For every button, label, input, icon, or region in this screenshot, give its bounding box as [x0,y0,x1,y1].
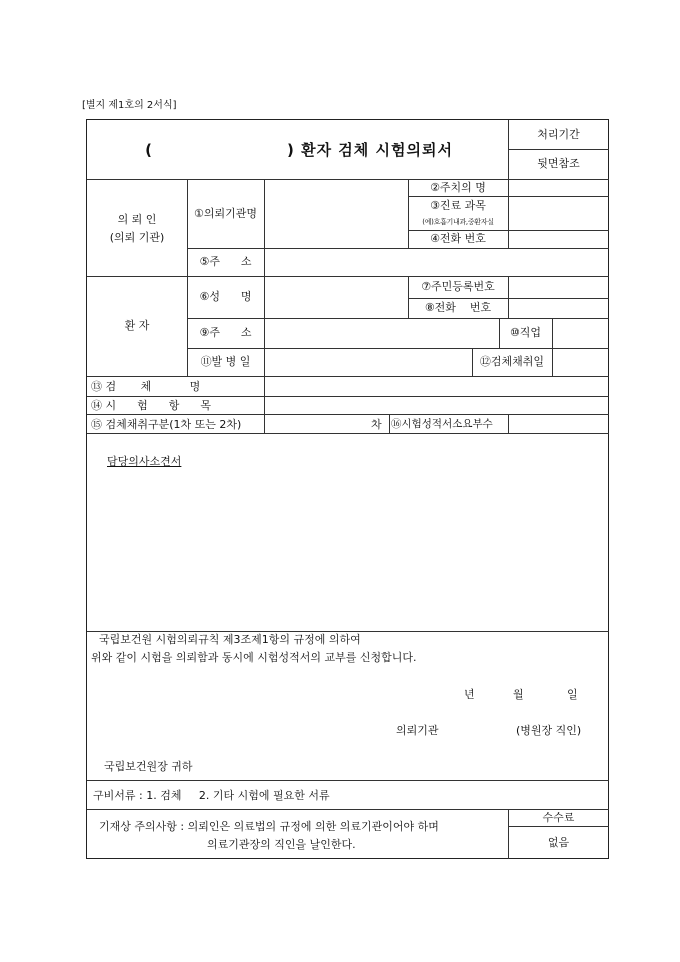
specimen-name-field[interactable] [264,376,609,396]
required-documents: 구비서류 : 1. 검체 2. 기타 시험에 필요한 서류 [93,788,330,802]
test-items-label: ⑭ 시 험 항 목 [91,399,211,412]
declaration-line-2: 위와 같이 시험을 의뢰함과 동시에 시험성적서의 교부를 신청합니다. [91,651,417,664]
occupation-field[interactable] [552,318,609,348]
hospital-seal-label: (병원장 직인) [516,724,582,737]
attending-doctor-field[interactable] [508,179,609,196]
collection-date-label: ⑫검체채취일 [479,355,545,369]
processing-period-value: 뒷면참조 [537,157,580,171]
patient-phone-label: ⑧전화 번호 [424,301,492,315]
processing-period-label: 처리기간 [537,127,580,141]
requester-section-sublabel: (의뢰 기관) [109,231,165,245]
requester-phone-field[interactable] [508,230,609,248]
resident-number-label: ⑦주민등록번호 [421,280,495,294]
patient-name-field[interactable] [264,276,408,318]
patient-section-label: 환 자 [124,319,150,333]
department-label: ③진료 과목 [430,198,486,212]
rule [87,433,609,434]
requester-address-label: ⑤주 소 [199,255,252,269]
form-title: ) 환자 검체 시험의뢰서 [287,140,453,159]
addressee: 국립보건원장 귀하 [104,760,193,773]
collection-order-suffix: 차 [371,417,382,431]
specimen-test-request-form [86,119,609,859]
department-example: (예)호흡기내과,중환자실 [422,217,494,226]
collection-order-field[interactable] [264,414,364,433]
collection-type-label: ⑮ 검체채취구분(1차 또는 2차) [91,417,242,431]
test-items-field[interactable] [264,396,609,414]
doctor-opinion-field[interactable] [87,470,609,630]
department-field[interactable] [508,196,609,230]
patient-address-label: ⑨주 소 [199,326,252,340]
form-number-label: [별지 제1호의 2서식] [82,100,177,111]
onset-date-label: ⑪발 병 일 [200,355,251,369]
collection-date-field[interactable] [552,348,609,376]
patient-address-field[interactable] [264,318,499,348]
doctor-opinion-label: 담당의사소견서 [107,455,182,468]
patient-name-label: ⑥성 명 [199,290,252,304]
date-day: 일 [567,688,578,701]
occupation-label: ⑩직업 [509,326,542,340]
date-month: 월 [513,688,524,701]
patient-phone-field[interactable] [508,298,609,318]
rule [389,414,390,433]
requesting-institution-label: 의뢰기관 [396,724,439,737]
attending-doctor-label: ②주치의 명 [430,180,486,194]
specimen-name-label: ⑬ 검 체 명 [91,380,201,393]
notes-line-1: 기재상 주의사항 : 의뢰인은 의료법의 규정에 의한 의료기관이어야 하며 [99,820,439,833]
title-paren-open: ( [145,140,153,159]
report-copies-label: ⑯시험성적서소요부수 [391,418,493,430]
requester-phone-label: ④전화 번호 [430,232,486,246]
institution-name-label: ①의뢰기관명 [194,206,257,220]
report-copies-field[interactable] [508,414,609,433]
resident-number-field[interactable] [508,276,609,298]
institution-name-field[interactable] [264,179,408,248]
fee-value: 없음 [547,836,570,850]
date-year: 년 [464,688,475,701]
requester-address-field[interactable] [264,248,609,276]
declaration-line-1: 국립보건원 시험의뢰규칙 제3조제1항의 규정에 의하여 [99,633,361,646]
requester-section-label: 의 뢰 인 [117,213,157,227]
fee-label: 수수료 [542,810,575,824]
notes-line-2: 의료기관장의 직인을 날인한다. [207,838,356,851]
onset-date-field[interactable] [264,348,472,376]
